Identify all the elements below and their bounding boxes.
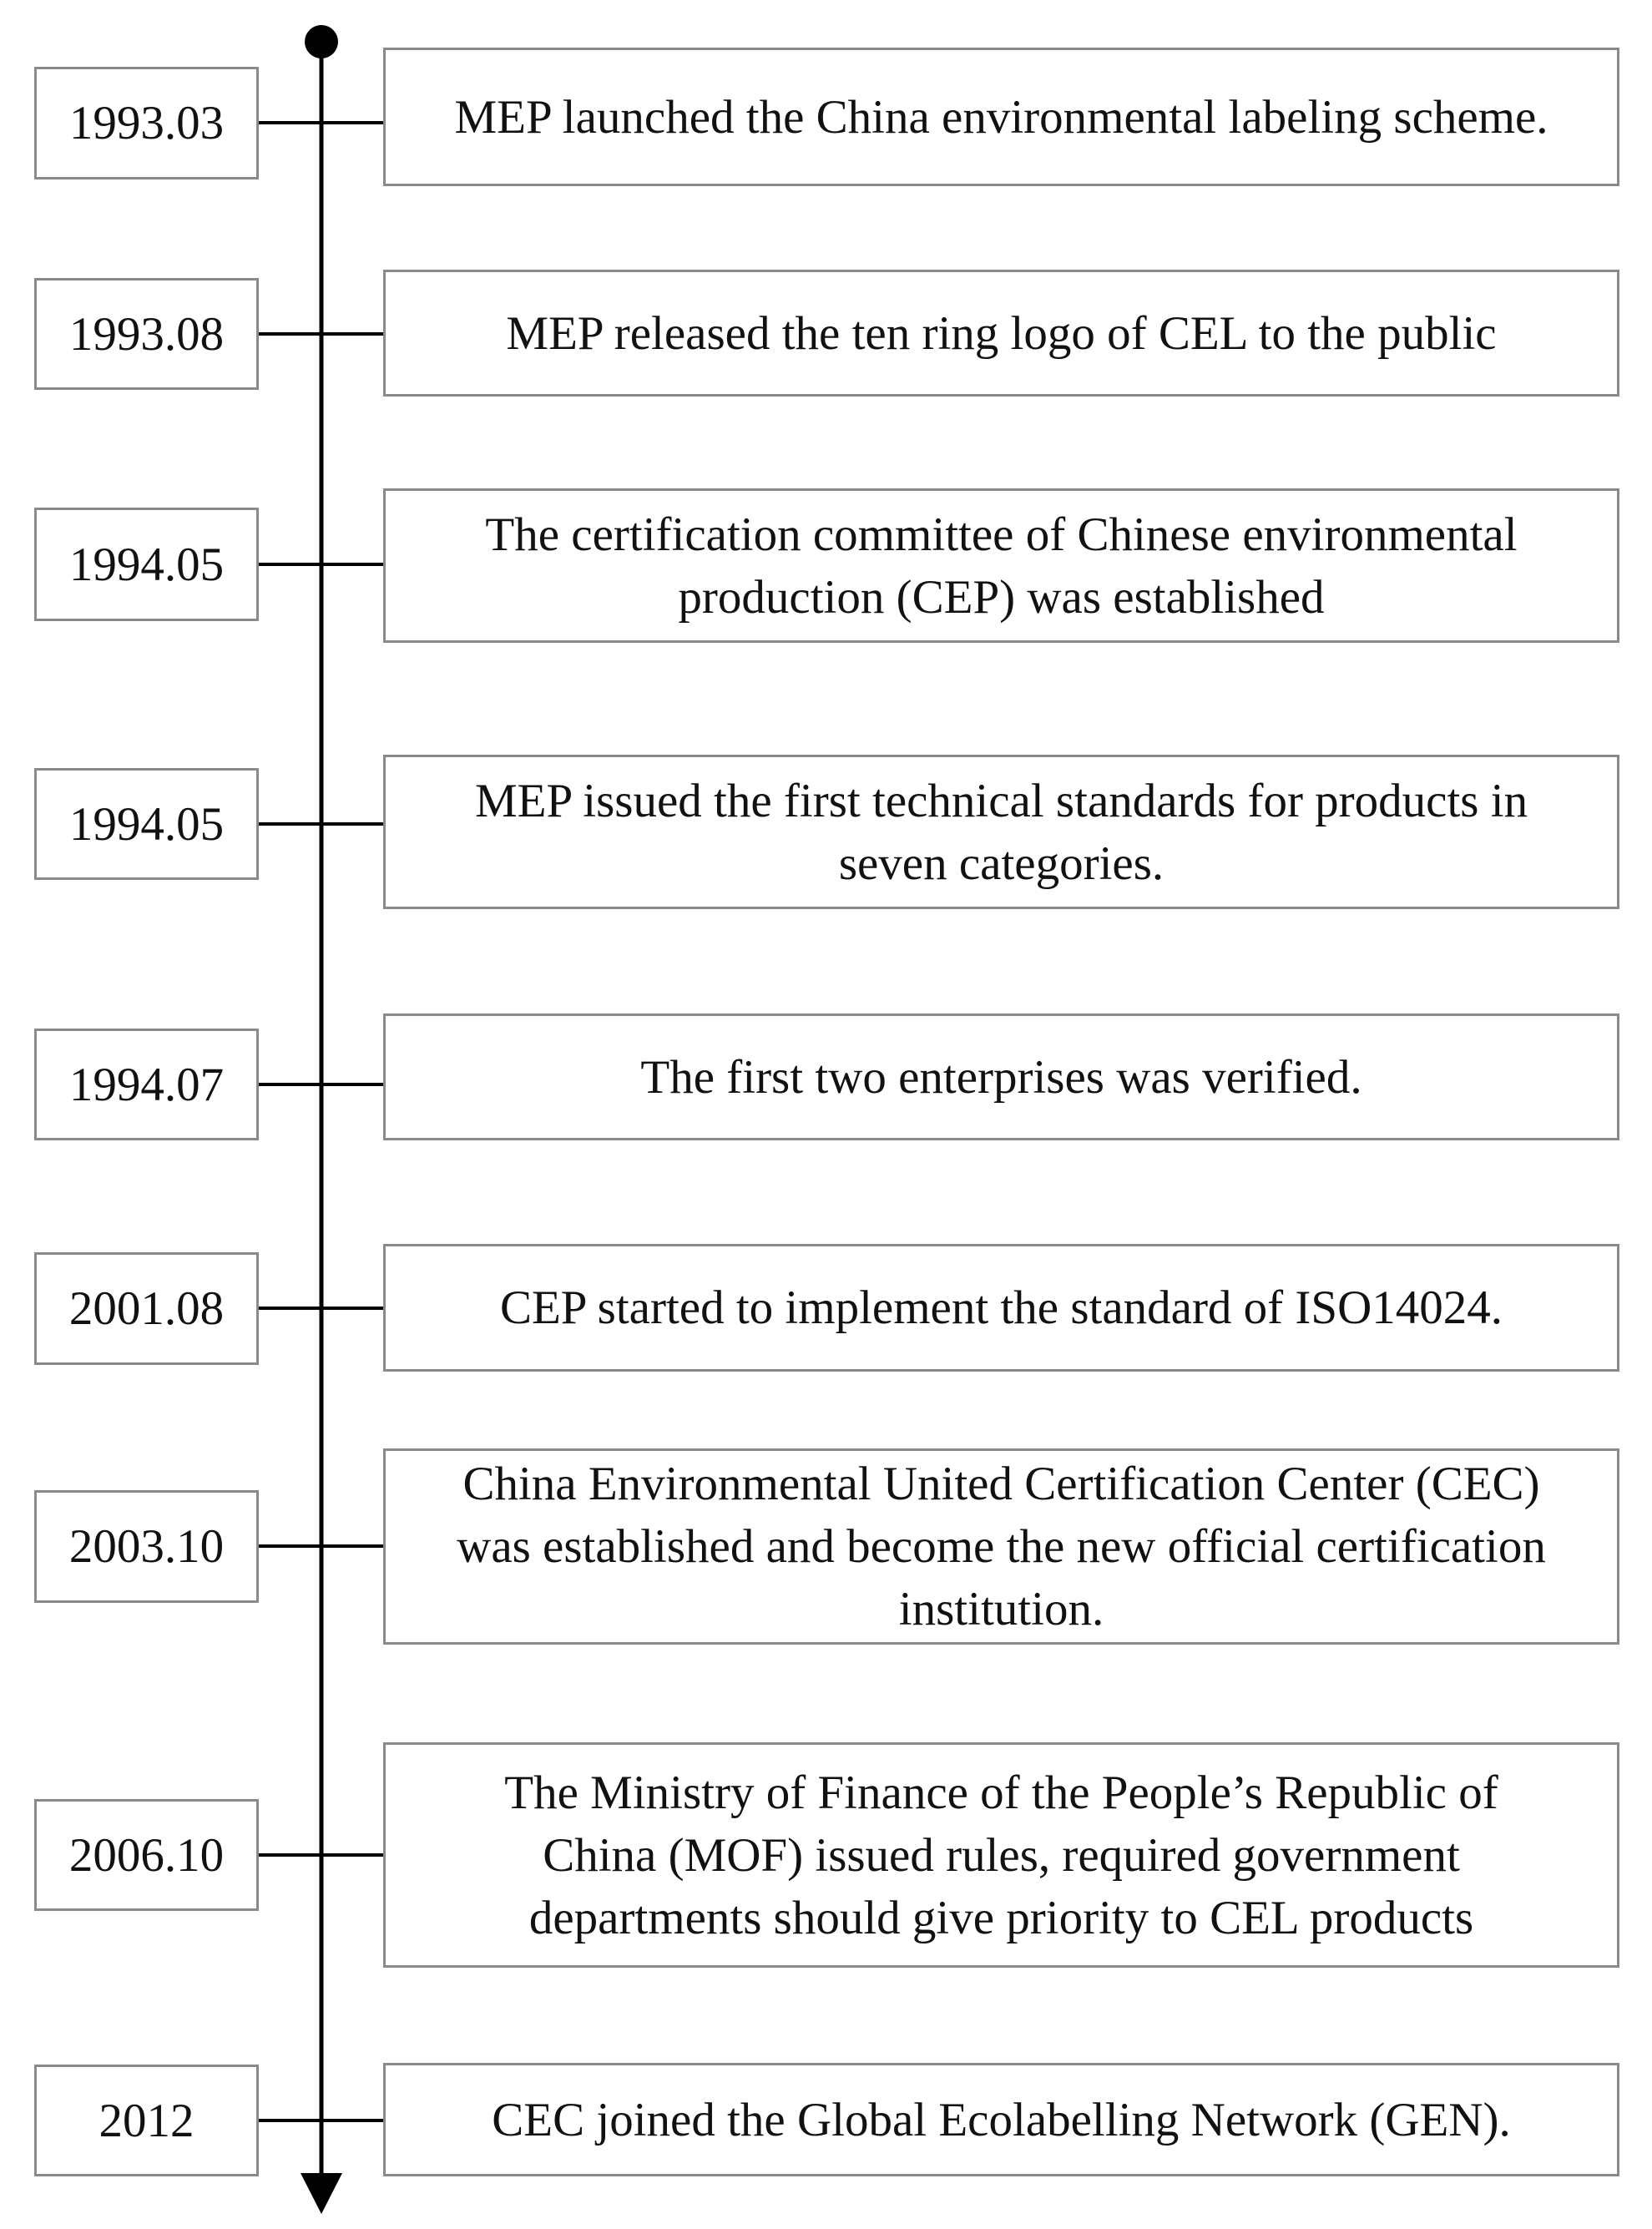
date-box [34,508,259,621]
date-label: 2001.08 [68,1282,225,1335]
event-box [383,48,1619,186]
date-box [34,67,259,179]
event-box [383,1013,1619,1140]
date-label: 2006.10 [68,1828,225,1882]
event-text: MEP issued the first technical standards for products in seven categories. [474,774,1528,890]
event-box [383,755,1619,909]
date-box [34,1490,259,1603]
date-label: 1994.05 [68,538,225,591]
event-text: The certification committee of Chinese environmental production (CEP) was established [485,508,1518,624]
date-label: 1993.03 [68,97,225,149]
date-box [34,278,259,390]
event-text: China Environmental United Certification Center (CEC) was established and become the new official certification institution. [457,1458,1546,1635]
date-box [34,768,259,880]
event-text: MEP launched the China environmental labeling scheme. [454,90,1548,144]
date-box [34,1252,259,1365]
date-box [34,1799,259,1911]
event-box [383,270,1619,397]
event-text: MEP released the ten ring logo of CEL to the public [506,306,1497,360]
date-box [34,1029,259,1140]
date-label: 2003.10 [68,1520,225,1573]
event-text: CEP started to implement the standard of ISO14024. [499,1281,1503,1334]
event-box [383,1448,1619,1645]
event-text: CEC joined the Global Ecolabelling Network (GEN). [492,2093,1511,2146]
event-text: The Ministry of Finance of the People’s Republic of China (MOF) issued rules, required government departments should give priority to CEL products [504,1766,1498,1944]
event-box [383,1742,1619,1968]
event-box [383,2063,1619,2176]
date-label: 1993.08 [68,307,225,361]
event-box [383,488,1619,643]
date-label: 1994.07 [68,1058,225,1111]
date-label: 2012 [99,2094,195,2147]
timeline-arrowhead [301,2173,342,2214]
date-label: 1994.05 [68,797,225,851]
event-box [383,1244,1619,1372]
event-text: The first two enterprises was verified. [640,1050,1362,1104]
date-box [34,2065,259,2176]
